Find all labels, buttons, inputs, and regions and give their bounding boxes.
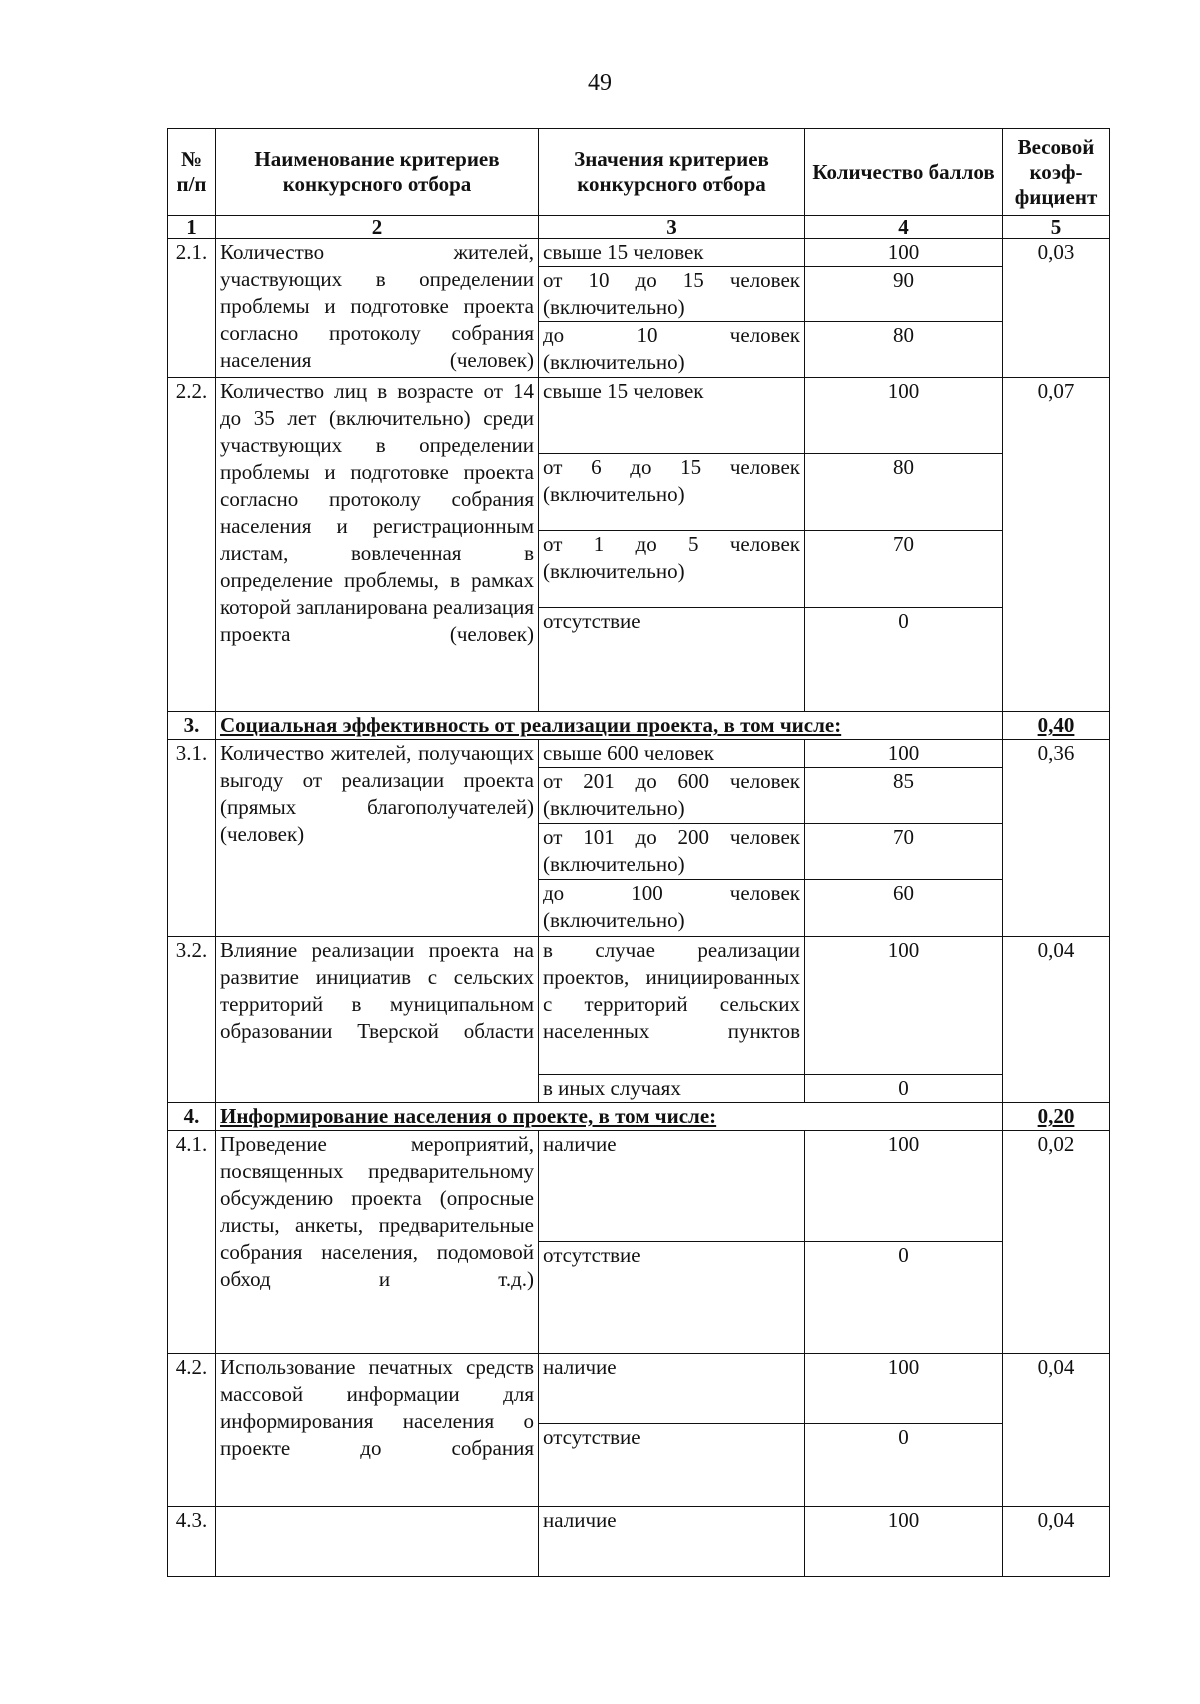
criterion-value: наличие bbox=[539, 1131, 805, 1242]
col-number: 2 bbox=[216, 216, 539, 239]
row-num: 4.2. bbox=[168, 1354, 216, 1507]
criterion-points: 60 bbox=[805, 880, 1003, 937]
criterion-value: в случае реализации проектов, инициированных с территорий сельских населенных пунктов bbox=[539, 937, 805, 1075]
criterion-value: в иных случаях bbox=[539, 1075, 805, 1103]
col-number: 4 bbox=[805, 216, 1003, 239]
criterion-points: 0 bbox=[805, 608, 1003, 712]
criterion-value: свыше 600 человек bbox=[539, 740, 805, 768]
row-num: 3.2. bbox=[168, 937, 216, 1103]
criterion-points: 70 bbox=[805, 531, 1003, 608]
criterion-value: свыше 15 человек bbox=[539, 239, 805, 267]
row-num: 4.1. bbox=[168, 1131, 216, 1354]
section-row bbox=[168, 712, 1110, 740]
criterion-weight: 0,04 bbox=[1003, 937, 1110, 1103]
criterion-points: 80 bbox=[805, 322, 1003, 378]
page-number: 49 bbox=[588, 70, 612, 96]
criteria-table bbox=[167, 128, 1110, 1577]
header-values: Значения критериев конкурсного отбора bbox=[539, 129, 805, 216]
criterion-value: от 10 до 15 человек (включительно) bbox=[539, 267, 805, 322]
criterion-points: 0 bbox=[805, 1242, 1003, 1354]
criterion-name: Количество жителей, участвующих в определении проблемы и подготовке проекта согласно протоколу собрания населения (человек) bbox=[216, 239, 539, 378]
table-row bbox=[168, 740, 1110, 768]
table-row bbox=[168, 378, 1110, 454]
criterion-points: 100 bbox=[805, 239, 1003, 267]
criterion-name: Использование печатных средств массовой информации для информирования населения о проекте до собрания bbox=[216, 1354, 539, 1507]
table-row bbox=[168, 1507, 1110, 1577]
criterion-weight: 0,04 bbox=[1003, 1507, 1110, 1577]
criterion-name: Проведение мероприятий, посвященных предварительному обсуждению проекта (опросные листы, анкеты, предварительные собрания населения, подомовой обход и т.д.) bbox=[216, 1131, 539, 1354]
header-name: Наименование критериев конкурсного отбора bbox=[216, 129, 539, 216]
criterion-value: отсутствие bbox=[539, 1242, 805, 1354]
header-weight: Весовой коэф-фициент bbox=[1003, 129, 1110, 216]
criterion-value: наличие bbox=[539, 1507, 805, 1577]
criterion-weight: 0,04 bbox=[1003, 1354, 1110, 1507]
table-row bbox=[168, 1131, 1110, 1242]
criterion-points: 85 bbox=[805, 768, 1003, 824]
criterion-name: Влияние реализации проекта на развитие инициатив с сельских территорий в муниципальном образовании Тверской области bbox=[216, 937, 539, 1103]
table-row bbox=[168, 937, 1110, 1075]
section-weight: 0,40 bbox=[1003, 712, 1110, 740]
criterion-name: Количество жителей, получающих выгоду от реализации проекта (прямых благополучателей) (человек) bbox=[216, 740, 539, 937]
criterion-points: 90 bbox=[805, 267, 1003, 322]
criterion-points: 100 bbox=[805, 740, 1003, 768]
criterion-points: 100 bbox=[805, 378, 1003, 454]
table-row bbox=[168, 239, 1110, 267]
col-number: 5 bbox=[1003, 216, 1110, 239]
criterion-points: 80 bbox=[805, 454, 1003, 531]
section-row bbox=[168, 1103, 1110, 1131]
criterion-value: до 100 человек (включительно) bbox=[539, 880, 805, 937]
section-weight: 0,20 bbox=[1003, 1103, 1110, 1131]
header-points: Количество баллов bbox=[805, 129, 1003, 216]
row-num: 4.3. bbox=[168, 1507, 216, 1577]
criterion-value: от 1 до 5 человек (включительно) bbox=[539, 531, 805, 608]
criterion-value: до 10 человек (включительно) bbox=[539, 322, 805, 378]
criterion-name: Количество лиц в возрасте от 14 до 35 лет (включительно) среди участвующих в определении проблемы и подготовке проекта согласно протоколу собрания населения и регистрационным листам, вовлеченная в определение проблемы, в рамках которой запланирована реализация проекта (человек) bbox=[216, 378, 539, 712]
section-num: 3. bbox=[168, 712, 216, 740]
criterion-weight: 0,03 bbox=[1003, 239, 1110, 378]
criterion-name bbox=[216, 1507, 539, 1577]
header-num: № п/п bbox=[168, 129, 216, 216]
col-number: 1 bbox=[168, 216, 216, 239]
criterion-value: от 101 до 200 человек (включительно) bbox=[539, 824, 805, 880]
criterion-value: наличие bbox=[539, 1354, 805, 1424]
table-header-row bbox=[168, 129, 1110, 216]
criterion-weight: 0,02 bbox=[1003, 1131, 1110, 1354]
table-row bbox=[168, 1354, 1110, 1424]
criterion-value: от 201 до 600 человек (включительно) bbox=[539, 768, 805, 824]
criterion-points: 100 bbox=[805, 1507, 1003, 1577]
section-title: Социальная эффективность от реализации проекта, в том числе: bbox=[216, 712, 1003, 740]
criterion-weight: 0,07 bbox=[1003, 378, 1110, 712]
section-title: Информирование населения о проекте, в том числе: bbox=[216, 1103, 1003, 1131]
section-num: 4. bbox=[168, 1103, 216, 1131]
criterion-points: 70 bbox=[805, 824, 1003, 880]
criterion-value: отсутствие bbox=[539, 608, 805, 712]
criterion-points: 100 bbox=[805, 937, 1003, 1075]
row-num: 2.1. bbox=[168, 239, 216, 378]
column-number-row bbox=[168, 216, 1110, 239]
criterion-points: 100 bbox=[805, 1131, 1003, 1242]
criterion-points: 100 bbox=[805, 1354, 1003, 1424]
criterion-points: 0 bbox=[805, 1424, 1003, 1507]
criterion-value: свыше 15 человек bbox=[539, 378, 805, 454]
criterion-value: отсутствие bbox=[539, 1424, 805, 1507]
criterion-weight: 0,36 bbox=[1003, 740, 1110, 937]
criterion-points: 0 bbox=[805, 1075, 1003, 1103]
criterion-value: от 6 до 15 человек (включительно) bbox=[539, 454, 805, 531]
col-number: 3 bbox=[539, 216, 805, 239]
row-num: 3.1. bbox=[168, 740, 216, 937]
row-num: 2.2. bbox=[168, 378, 216, 712]
